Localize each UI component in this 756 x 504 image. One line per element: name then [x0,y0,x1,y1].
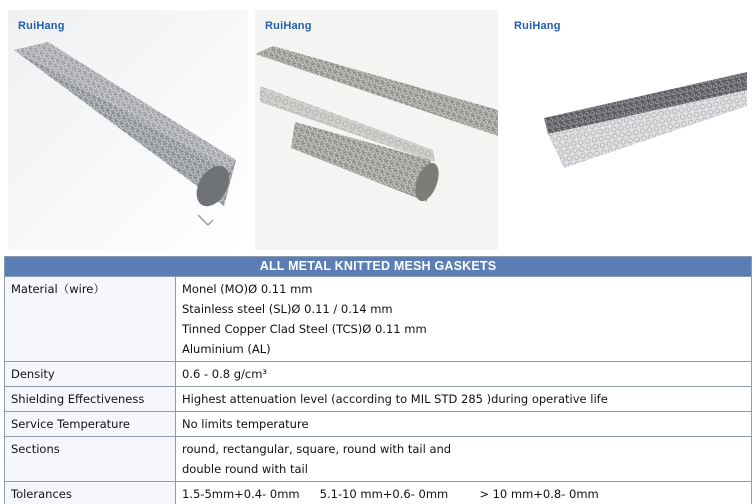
row-label: Shielding Effectiveness [5,387,176,412]
product-photo-3 [504,10,747,250]
row-label: Material（wire） [5,277,176,362]
brand-logo: RuiHang [265,20,312,32]
table-row [5,387,752,412]
row-label: Tolerances [5,482,176,504]
row-value: round, rectangular, square, round with tail and double round with tail [176,437,752,482]
brand-logo: RuiHang [18,20,65,32]
product-photo-1 [8,10,248,250]
row-label: Service Temperature [5,412,176,437]
row-value: No limits temperature [176,412,752,437]
mesh-gasket-with-tail-photo [504,10,747,250]
row-value [176,482,752,504]
tolerance-value: 1.5-5mm+0.4- 0mm [182,487,300,501]
spec-table [4,256,752,504]
row-value: 0.6 - 0.8 g/cm³ [176,362,752,387]
row-label: Sections [5,437,176,482]
tolerance-value: > 10 mm+0.8- 0mm [479,487,599,501]
table-header-row [5,257,752,277]
brand-logo: RuiHang [514,20,561,32]
product-photo-2 [255,10,498,250]
table-row [5,482,752,504]
table-row [5,412,752,437]
tolerance-value: 5.1-10 mm+0.6- 0mm [319,487,449,501]
row-label: Density [5,362,176,387]
row-value: Highest attenuation level (according to MIL STD 285 )during operative life [176,387,752,412]
table-title: ALL METAL KNITTED MESH GASKETS [5,257,752,277]
mesh-gasket-pair-photo [255,10,498,250]
table-row [5,277,752,362]
table-row [5,437,752,482]
mesh-tube-photo [8,10,248,250]
row-value: Monel (MO)Ø 0.11 mm Stainless steel (SL)Ø 0.11 / 0.14 mm Tinned Copper Clad Steel (TCS)Ø 0.11 mm Aluminium (AL) [176,277,752,362]
table-row [5,362,752,387]
